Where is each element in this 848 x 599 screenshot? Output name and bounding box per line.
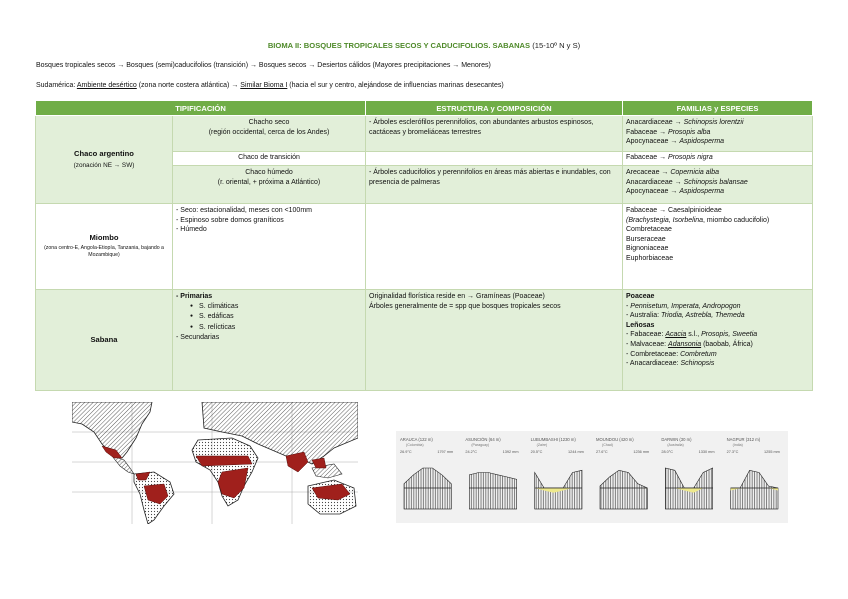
table-row (36, 204, 813, 290)
climo-station-country: (Zaire) (536, 443, 548, 447)
climo-temp: 20.5°C (530, 450, 543, 454)
chaco-seco-familias: Anacardiaceae → Schinopsis lorentzii Fabaceae → Prosopis alba Apocynaceae → Aspidosperma (623, 116, 813, 152)
sabana-estructura: Originalidad florística reside en → Gramíneas (Poaceae) Árboles generalmente de = spp que bosques tropicales secos (366, 290, 623, 391)
climo-station-name: MOUNDOU (420 m) (596, 437, 634, 442)
climate-diagrams (396, 431, 788, 523)
climo-station-name: ASUNCIÓN (64 m) (465, 437, 501, 442)
chaco-transicion-familias: Fabaceae → Prosopis nigra (623, 152, 813, 166)
climo-precip: 1236 mm (633, 450, 650, 454)
intro-line-gradient: Bosques tropicales secos → Bosques (semi)caducifolios (transición) → Bosques secos → Desiertos cálidos (Mayores precipitaciones → Menores) (36, 62, 491, 69)
chaco-transicion-cell: Chaco de transición (173, 152, 366, 166)
intro-line-sudamerica: Sudamérica: Ambiente desértico (zona norte costera atlántica) → Similar Bioma I (hacia el sur y centro, alejándose de influencias marinas desecantes) (36, 82, 504, 89)
climo-station-country: (Australia) (667, 443, 684, 447)
savanna-sahel (196, 456, 252, 466)
climo-station-name: DARWIN (30 m) (661, 437, 692, 442)
climo-temp: 27.6°C (596, 450, 608, 454)
climo-station-name: ARAUCA (122 m) (400, 437, 433, 442)
climo-station-country: (Chad) (602, 443, 613, 447)
chaco-humedo-estructura: - Árboles caducifolios y perennifolios en áreas más abiertas e inundables, con presencia de palmeras (366, 166, 623, 204)
region-sabana: Sabana (36, 290, 173, 391)
sabana-tipos: - Primarias ● S. climáticas ● S. edáficas ● S. relícticas - Secundarias (173, 290, 366, 391)
region-miombo: Miombo (zona centro-E, Angola-Etiopía, Tanzania, bajando a Mozambique) (36, 204, 173, 290)
page-title: BIOMA II: BOSQUES TROPICALES SECOS Y CADUCIFOLIOS. SABANAS (15-10º N y S) (267, 41, 581, 50)
header-familias: FAMILIAS y ESPECIES (623, 101, 813, 116)
miombo-tipos: - Seco: estacionalidad, meses con <100mm - Espinoso sobre domos graníticos - Húmedo (173, 204, 366, 290)
climo-temp: 27.3°C (726, 450, 739, 454)
climo-station-country: (Colombia) (406, 443, 424, 447)
table-header-row (36, 101, 813, 116)
climo-station-name: LUBUMBASHI (1230 m) (530, 437, 576, 442)
climo-temp: 24.2°C (465, 450, 477, 454)
climo-station-country: (India) (732, 443, 743, 447)
header-estructura: ESTRUCTURA y COMPOSICIÓN (366, 101, 623, 116)
climo-precip-area (469, 473, 516, 510)
climo-precip: 1392 mm (502, 450, 519, 454)
chaco-transicion-estructura (366, 152, 623, 166)
world-distribution-map (72, 402, 358, 524)
miombo-familias: Fabaceae → Caesalpinioideae (Brachystegia, Isorbelina, miombo caducifolio) Combretaceae Burseraceae Bignoniaceae Euphorbiaceae (623, 204, 813, 290)
biome-table (35, 100, 813, 391)
table-row (36, 116, 813, 152)
climo-precip: 1797 mm (437, 450, 454, 454)
climo-temp: 28.0°C (661, 450, 673, 454)
region-chaco: Chaco argentino (zonación NE → SW) (36, 116, 173, 204)
sabana-familias: Poaceae - Pennisetum, Imperata, Andropogon - Australia: Triodia, Astrebla, Themeda Leñosas - Fabaceae: Acacia s.l., Prosopis, Sweetia - Malvaceae: Adansonia (baobab, África) - Combretaceae: Combretum - Anacardiaceae: Schinopsis (623, 290, 813, 391)
header-tipificacion: TIPIFICACIÓN (36, 101, 366, 116)
climo-station-country: (Paraguay) (471, 443, 490, 447)
climo-precip: 1330 mm (698, 450, 715, 454)
table-row (36, 290, 813, 391)
climo-precip: 1244 mm (568, 450, 584, 454)
chaco-humedo-familias: Arecaceae → Copernicia alba Anacardiaceae → Schinopsis balansae Apocynaceae → Aspidosperma (623, 166, 813, 204)
climo-temp: 26.9°C (400, 450, 412, 454)
chaco-seco-estructura: - Árboles esclerófilos perennifolios, con abundantes arbustos espinosos, cactáceas y bromeliáceas terrestres (366, 116, 623, 152)
climo-station-name: NAGPUR (312 m) (726, 437, 761, 442)
miombo-estructura (366, 204, 623, 290)
title-latitude: (15-10º N y S) (532, 41, 581, 50)
chaco-humedo-cell: Chaco húmedo (r. oriental, + próxima a Atlántico) (173, 166, 366, 204)
climo-precip: 1255 mm (764, 450, 780, 454)
chaco-seco-cell: Chacho seco (región occidental, cerca de los Andes) (173, 116, 366, 152)
